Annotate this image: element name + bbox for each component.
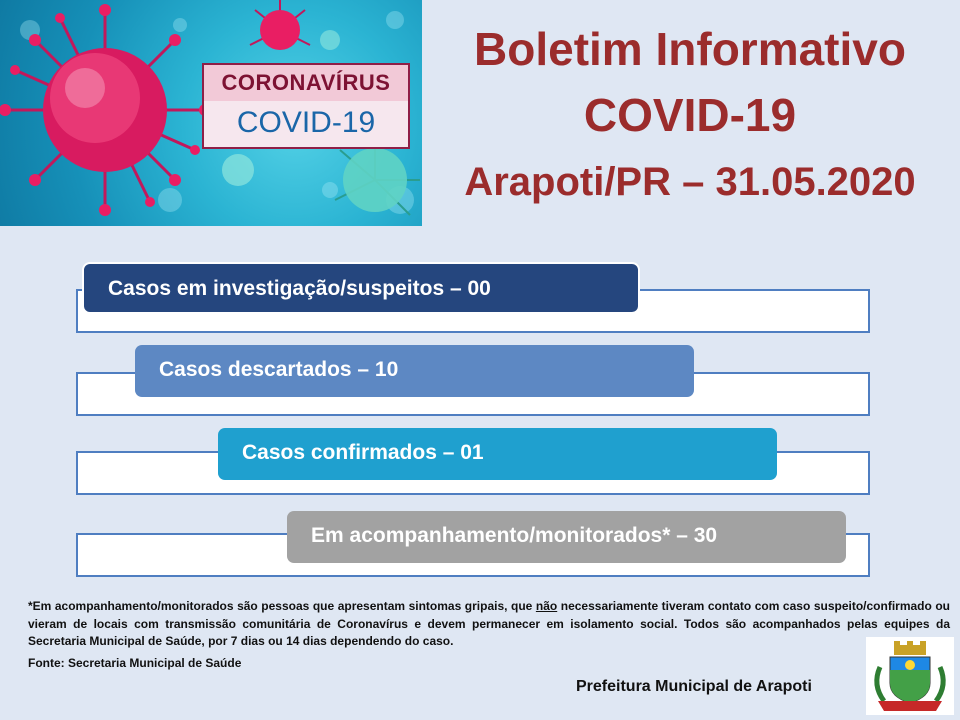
covid-banner-image [0,0,422,226]
coat-of-arms-logo [866,637,954,715]
coat-of-arms-icon [866,637,954,715]
page-title: Boletim Informativo [474,23,906,75]
stat-discarded: Casos descartados – 10 [135,345,694,397]
pink-virus-icon [0,4,211,216]
location-date: Arapoti/PR – 31.05.2020 [464,160,916,204]
source-text: Fonte: Secretaria Municipal de Saúde [28,656,242,670]
stat-suspects: Casos em investigação/suspeitos – 00 [82,262,640,314]
small-pink-virus-icon [250,0,310,50]
stat-confirmed: Casos confirmados – 01 [218,428,777,480]
footnote-emphasis: não [535,599,558,613]
footnote-part2: necessariamente tiveram contato com caso suspeito/confirmado ou vieram de locais com transmissão comunitária de Coronavírus e devem permanecer em isolamento social. Todos são acompanhados pelas equipes da Secretaria Municipal de Saúde, por 7 dias ou 14 dias dependendo do caso. [28,599,951,648]
footnote-part1: *Em acompanhamento/monitorados são pessoas que apresentam sintomas gripais, que [28,599,536,613]
coronavirus-label-card [202,63,410,149]
coronavirus-label: CORONAVÍRUS [204,65,408,101]
stat-monitored: Em acompanhamento/monitorados* – 30 [287,511,846,563]
covid19-label: COVID-19 [236,106,376,139]
footer-municipality: Prefeitura Municipal de Arapoti [576,678,812,695]
footnote [28,598,950,651]
page-subtitle: COVID-19 [583,89,797,141]
